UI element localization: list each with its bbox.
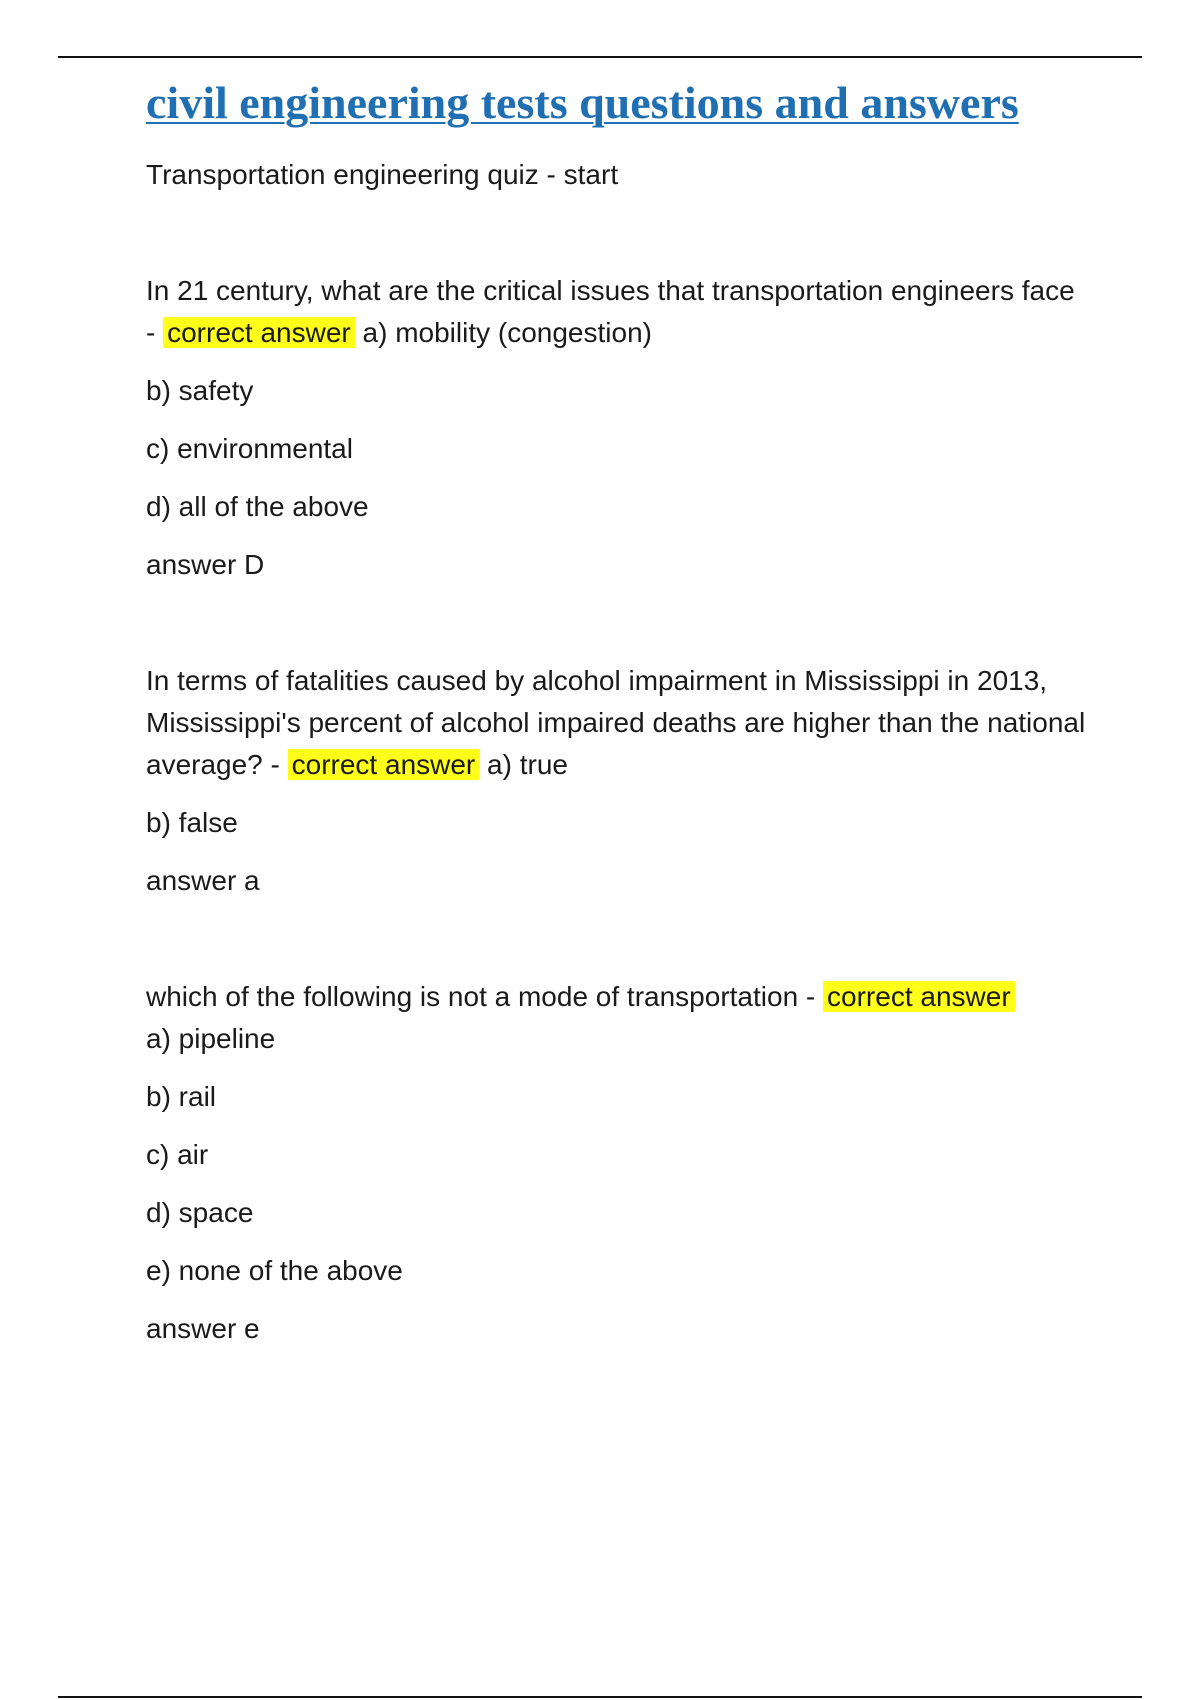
question-3-option-c: c) air	[146, 1139, 209, 1170]
question-3-prompt: which of the following is not a mode of transportation -	[146, 981, 824, 1012]
question-2-option-a: a) true	[479, 749, 568, 780]
question-2	[146, 660, 1086, 786]
question-1-option-b: b) safety	[146, 375, 254, 406]
correct-answer-highlight: correct answer	[288, 749, 480, 780]
question-1-option-d: d) all of the above	[146, 491, 369, 522]
question-3-option-b: b) rail	[146, 1081, 217, 1112]
top-rule	[58, 56, 1142, 58]
question-2-answer: answer a	[146, 865, 260, 896]
question-1-answer: answer D	[146, 549, 265, 580]
question-1-prompt: In 21 century, what are the critical issues that transportation engineers face -	[146, 275, 1075, 348]
quiz-subtitle: Transportation engineering quiz - start	[146, 159, 619, 190]
question-3-option-a: a) pipeline	[146, 1023, 276, 1054]
question-2-prompt: In terms of fatalities caused by alcohol impairment in Mississippi in 2013, Mississippi's percent of alcohol impaired deaths are higher than the national average? -	[146, 665, 1086, 780]
question-1-option-c: c) environmental	[146, 433, 353, 464]
question-3	[146, 976, 1086, 1018]
document-content	[146, 72, 1086, 1350]
correct-answer-highlight: correct answer	[163, 317, 355, 348]
question-1	[146, 270, 1086, 354]
question-3-answer: answer e	[146, 1313, 260, 1344]
document-title: civil engineering tests questions and answers	[146, 77, 1019, 128]
question-2-option-b: b) false	[146, 807, 238, 838]
question-3-option-e: e) none of the above	[146, 1255, 403, 1286]
correct-answer-highlight: correct answer	[823, 981, 1015, 1012]
bottom-rule	[58, 1696, 1142, 1698]
question-1-option-a: a) mobility (congestion)	[354, 317, 652, 348]
question-3-option-d: d) space	[146, 1197, 254, 1228]
